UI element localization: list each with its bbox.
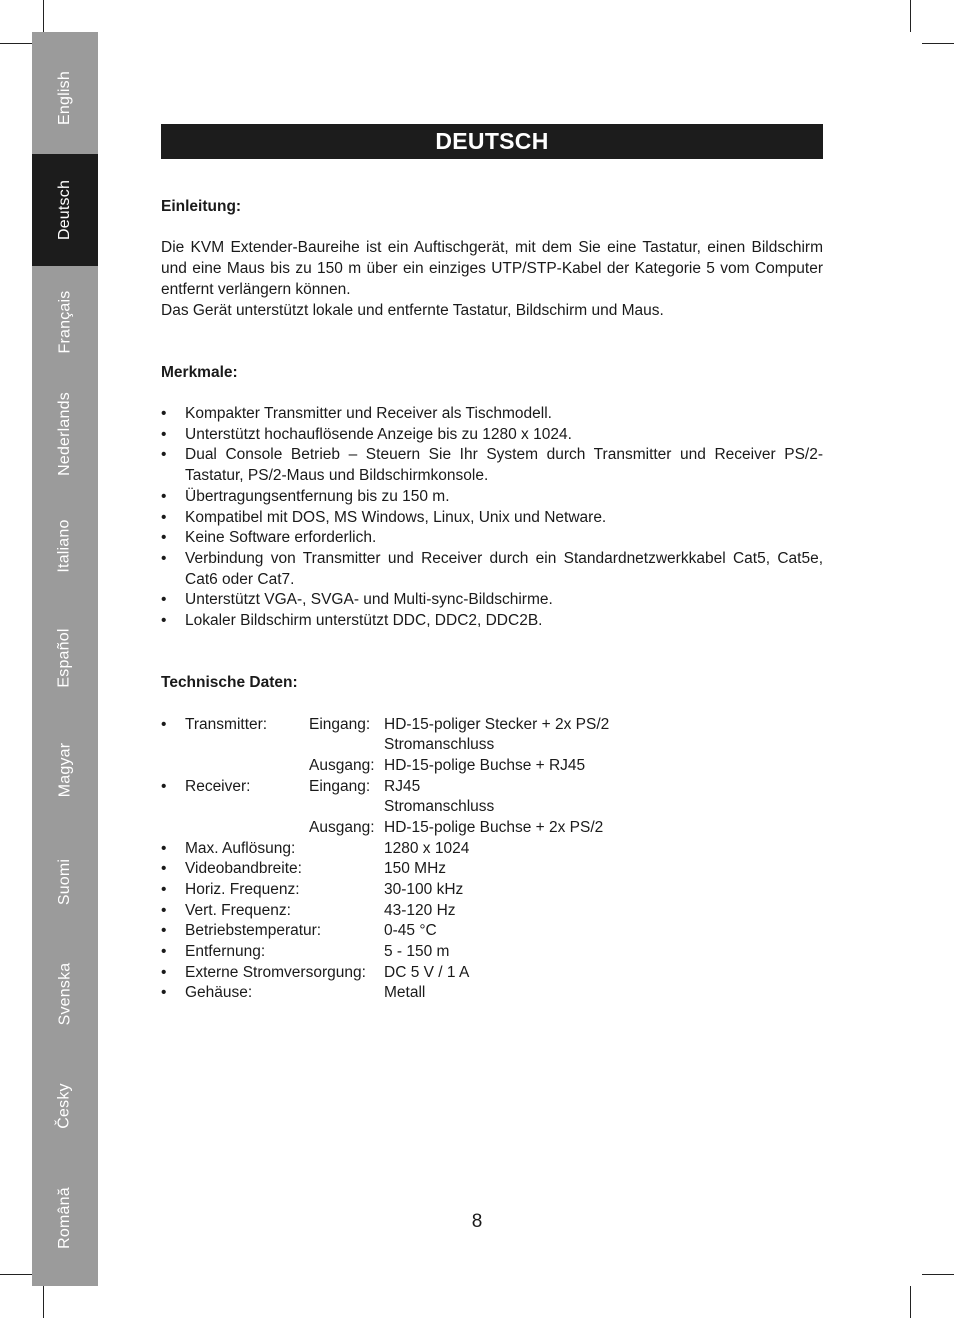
spec-value: Stromanschluss — [384, 736, 495, 754]
section-title: DEUTSCH — [435, 128, 549, 154]
spec-label: Entfernung: — [185, 943, 266, 961]
list-item: • Übertragungsentfernung bis zu 150 m. — [161, 487, 823, 508]
spec-value: DC 5 V / 1 A — [384, 963, 470, 981]
language-tab-suomi[interactable] — [32, 826, 98, 938]
bullet: • — [161, 881, 167, 898]
list-item: • Unterstützt VGA-, SVGA- und Multi-sync-Bildschirme. — [161, 590, 823, 611]
page-content — [161, 197, 823, 1004]
spec-row-continuation — [161, 797, 823, 818]
specs-list — [161, 715, 823, 1005]
bullet: • — [161, 922, 167, 940]
intro-paragraph: Die KVM Extender-Baureihe ist ein Auftischgerät, mit dem Sie eine Tastatur, einen Bildschirm und eine Maus bis zu 150 m über ein einziges UTP/STP-Kabel der Kategorie 5 vom Computer entfernt verlängern können. — [161, 239, 823, 298]
spec-label: Gehäuse: — [185, 984, 253, 1002]
language-tab-label: Română — [56, 1187, 73, 1249]
list-item: • Lokaler Bildschirm unterstützt DDC, DDC2, DDC2B. — [161, 611, 823, 632]
spec-sublabel: Ausgang: — [309, 818, 375, 836]
spec-value: Stromanschluss — [384, 798, 495, 816]
language-tab-english[interactable] — [32, 42, 98, 154]
list-item: • Unterstützt hochauflösende Anzeige bis zu 1280 x 1024. — [161, 425, 823, 446]
specs-heading: Technische Daten: — [161, 674, 298, 692]
spec-row-continuation — [161, 735, 823, 756]
bullet: • — [161, 943, 167, 961]
spec-row — [161, 901, 823, 922]
language-tab-label: Español — [55, 628, 73, 688]
spec-value: 5 - 150 m — [384, 943, 450, 961]
bullet: • — [161, 715, 167, 733]
language-tab-label: Français — [55, 290, 73, 354]
language-tab-label: Suomi — [55, 858, 73, 906]
language-tab-romana[interactable] — [32, 1162, 98, 1274]
spec-value: HD-15-polige Buchse + 2x PS/2 — [384, 818, 604, 836]
bullet: • — [161, 963, 167, 981]
spec-value: 30-100 kHz — [384, 881, 464, 898]
language-tab-francais[interactable] — [32, 266, 98, 378]
spec-row — [161, 983, 823, 1004]
language-tab-cesky[interactable] — [32, 1050, 98, 1162]
language-tab-deutsch[interactable] — [32, 154, 98, 266]
crop-mark — [43, 1286, 44, 1318]
spec-row — [161, 859, 823, 880]
spec-value: 0-45 °C — [384, 922, 437, 940]
spec-row — [161, 839, 823, 860]
language-tab-label: Magyar — [56, 742, 73, 798]
bullet: • — [161, 901, 167, 919]
spec-row-receiver-output — [161, 818, 823, 839]
spec-row-receiver — [161, 777, 823, 798]
spec-sublabel: Eingang: — [309, 715, 371, 733]
spec-row — [161, 880, 823, 901]
language-tab-label: Česky — [55, 1083, 73, 1129]
intro-heading: Einleitung: — [161, 198, 242, 215]
spec-value: HD-15-polige Buchse + RJ45 — [384, 756, 586, 774]
spec-row — [161, 963, 823, 984]
features-heading: Merkmale: — [161, 363, 238, 381]
language-tab-italiano[interactable] — [32, 490, 98, 602]
language-tab-svenska[interactable] — [32, 938, 98, 1050]
list-item: • Keine Software erforderlich. — [161, 528, 823, 549]
language-tab-espanol[interactable] — [32, 602, 98, 714]
spec-row-transmitter-output — [161, 756, 823, 777]
intro-paragraph: Das Gerät unterstützt lokale und entfernte Tastatur, Bildschirm und Maus. — [161, 301, 664, 319]
bullet: • — [161, 777, 167, 795]
bullet: • — [161, 984, 167, 1002]
spec-label: Vert. Frequenz: — [185, 901, 291, 919]
spec-label: Videobandbreite: — [185, 860, 302, 878]
page-number: 8 — [471, 1211, 483, 1232]
spec-label: Betriebstemperatur: — [185, 922, 322, 940]
language-tab-label: Svenska — [56, 962, 73, 1026]
list-item: • Dual Console Betrieb – Steuern Sie Ihr System durch Transmitter und Receiver PS/2-Tastatur, PS/2-Maus und Bildschirmkonsole. — [161, 445, 823, 486]
language-tab-label: English — [55, 71, 73, 125]
language-tab-label: Deutsch — [55, 179, 73, 241]
spec-value: 43-120 Hz — [384, 901, 456, 919]
list-item: • Kompakter Transmitter und Receiver als Tischmodell. — [161, 404, 823, 425]
list-item: • Verbindung von Transmitter und Receiver durch ein Standardnetzwerkkabel Cat5, Cat5e, Cat6 oder Cat7. — [161, 549, 823, 590]
language-sidebar — [32, 32, 98, 1286]
spec-row-transmitter — [161, 715, 823, 736]
crop-mark — [910, 1286, 911, 1318]
spec-sublabel: Ausgang: — [309, 756, 375, 774]
spec-label: Max. Auflösung: — [185, 839, 296, 857]
spec-label: Externe Stromversorgung: — [185, 963, 366, 981]
section-title-bar — [161, 124, 823, 159]
list-item: • Kompatibel mit DOS, MS Windows, Linux, Unix und Netware. — [161, 508, 823, 529]
crop-mark — [43, 0, 44, 32]
language-tab-label: Nederlands — [56, 392, 74, 476]
crop-mark — [922, 43, 954, 44]
spec-row — [161, 921, 823, 942]
crop-mark — [0, 1274, 32, 1275]
spec-value: 1280 x 1024 — [384, 839, 470, 857]
bullet: • — [161, 860, 167, 878]
spec-value: 150 MHz — [384, 860, 447, 878]
language-tab-nederlands[interactable] — [32, 378, 98, 490]
spec-label: Receiver: — [185, 777, 251, 795]
language-tab-magyar[interactable] — [32, 714, 98, 826]
spec-label: Horiz. Frequenz: — [185, 881, 300, 898]
crop-mark — [910, 0, 911, 32]
language-tab-label: Italiano — [55, 519, 73, 573]
spec-sublabel: Eingang: — [309, 777, 371, 795]
spec-value: RJ45 — [384, 777, 421, 795]
bullet: • — [161, 839, 167, 857]
spec-label: Transmitter: — [185, 715, 268, 733]
features-list — [161, 404, 823, 632]
spec-row — [161, 942, 823, 963]
spec-value: HD-15-poliger Stecker + 2x PS/2 — [384, 715, 610, 733]
crop-mark — [922, 1274, 954, 1275]
crop-mark — [0, 43, 32, 44]
spec-value: Metall — [384, 984, 426, 1002]
